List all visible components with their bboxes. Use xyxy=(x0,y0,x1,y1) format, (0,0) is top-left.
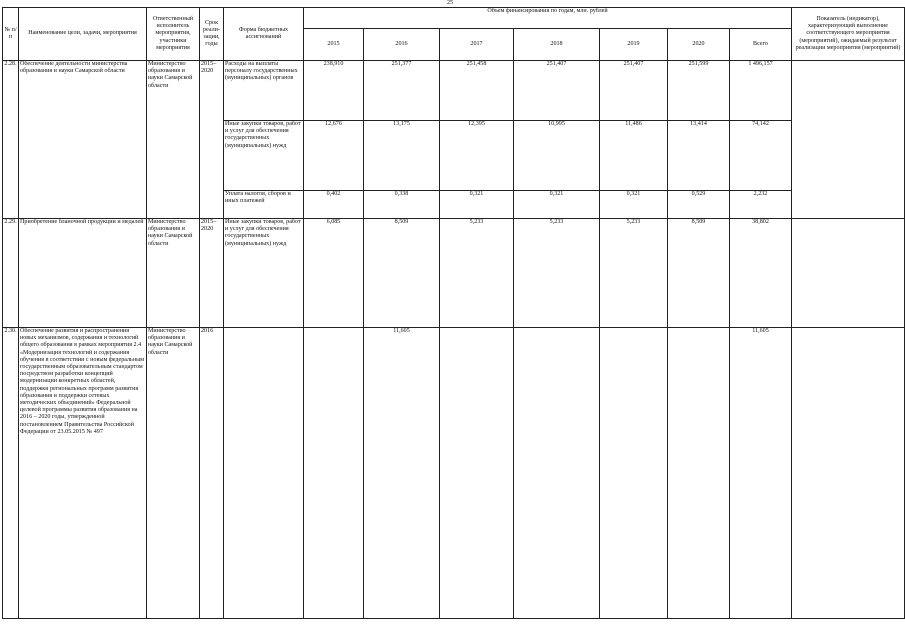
row-executor: Министерство образования и науки Самарской области xyxy=(147,328,200,619)
table-row xyxy=(3,219,905,328)
value-2018: 0,321 xyxy=(514,191,600,219)
value-2018: 5,233 xyxy=(514,219,600,328)
header-year: 2018 xyxy=(514,29,600,61)
row-form: Расходы на выплаты персоналу государственных (муниципальных) органов xyxy=(224,61,304,121)
header-financing: Объем финансирования по годам, млн. рублей xyxy=(304,8,792,29)
value-total: 11,605 xyxy=(730,328,792,619)
header-term: Срок реали-зации, годы xyxy=(200,8,224,61)
value-2015 xyxy=(304,328,364,619)
row-name: Приобретение бланочной продукции и медалей xyxy=(19,219,147,328)
value-total: 1 496,157 xyxy=(730,61,792,121)
row-form: Уплата налогов, сборов и иных платежей xyxy=(224,191,304,219)
value-2018: 251,407 xyxy=(514,61,600,121)
value-2017 xyxy=(440,328,514,619)
value-2016: 251,377 xyxy=(364,61,440,121)
header-form: Форма бюджетных ассигнований xyxy=(224,8,304,61)
row-form: Иные закупки товаров, работ и услуг для обеспечения государственных (муниципальных) нужд xyxy=(224,219,304,328)
value-2018 xyxy=(514,328,600,619)
value-2016: 13,175 xyxy=(364,121,440,191)
value-2020: 251,599 xyxy=(668,61,730,121)
row-form xyxy=(224,328,304,619)
value-2015: 6,085 xyxy=(304,219,364,328)
row-num: 2.29. xyxy=(3,219,19,328)
row-name: Обеспечение развития и распространения новых механизмов, содержания и технологий общего образования в рамках мероприятия 2.4 «Модернизация технологий и содержания обучения в соответствии с новым федеральным государственным образовательным стандартом посредством разработки концепций модернизации конкретных областей, поддержки региональных программ развития образования и поддержки сетевых методических объединений» Федеральной целевой программы развития образования на 2016 – 2020 годы, утвержденной постановлением Правительства Российской Федерации от 23.05.2015 № 497 xyxy=(19,328,147,619)
row-indicator xyxy=(792,328,905,619)
value-2015: 238,910 xyxy=(304,61,364,121)
value-2015: 12,676 xyxy=(304,121,364,191)
value-2020 xyxy=(668,328,730,619)
header-total: Всего xyxy=(730,29,792,61)
header-num: № п/п xyxy=(3,8,19,61)
header-year: 2016 xyxy=(364,29,440,61)
value-total: 38,802 xyxy=(730,219,792,328)
value-total: 74,142 xyxy=(730,121,792,191)
row-num: 2.28. xyxy=(3,61,19,219)
value-2019: 11,486 xyxy=(600,121,668,191)
row-term: 2015– 2020 xyxy=(200,219,224,328)
header-year: 2020 xyxy=(668,29,730,61)
header-row xyxy=(3,8,905,29)
value-2016: 0,338 xyxy=(364,191,440,219)
value-2017: 12,395 xyxy=(440,121,514,191)
value-2017: 5,233 xyxy=(440,219,514,328)
value-2017: 251,458 xyxy=(440,61,514,121)
value-2016: 8,509 xyxy=(364,219,440,328)
value-2019: 251,407 xyxy=(600,61,668,121)
value-2017: 0,321 xyxy=(440,191,514,219)
value-2020: 13,414 xyxy=(668,121,730,191)
value-2015: 0,402 xyxy=(304,191,364,219)
table-row xyxy=(3,61,905,121)
value-2019 xyxy=(600,328,668,619)
header-name: Наименование цели, задачи, мероприятия xyxy=(19,8,147,61)
row-form: Иные закупки товаров, работ и услуг для обеспечения государственных (муниципальных) нужд xyxy=(224,121,304,191)
row-name: Обеспечение деятельности министерства образования и науки Самарской области xyxy=(19,61,147,219)
header-year: 2015 xyxy=(304,29,364,61)
page-number: 25 xyxy=(447,0,453,6)
row-indicator xyxy=(792,219,905,328)
header-year: 2017 xyxy=(440,29,514,61)
header-indicator: Показатель (индикатор), характеризующий выполнение соответствующего мероприятия (мероприятий), ожидаемый результат реализации мероприятия (мероприятий) xyxy=(792,8,905,61)
value-2019: 0,321 xyxy=(600,191,668,219)
value-2020: 0,529 xyxy=(668,191,730,219)
row-num: 2.30. xyxy=(3,328,19,619)
row-executor: Министерство образования и науки Самарской области xyxy=(147,219,200,328)
row-term: 2016 xyxy=(200,328,224,619)
row-indicator xyxy=(792,61,905,219)
header-executor: Ответственный исполнитель мероприятия, участники мероприятия xyxy=(147,8,200,61)
value-2020: 8,509 xyxy=(668,219,730,328)
table-row xyxy=(3,328,905,619)
value-2018: 10,995 xyxy=(514,121,600,191)
header-year: 2019 xyxy=(600,29,668,61)
value-total: 2,232 xyxy=(730,191,792,219)
row-executor: Министерство образования и науки Самарской области xyxy=(147,61,200,219)
value-2019: 5,233 xyxy=(600,219,668,328)
financing-table xyxy=(2,7,905,619)
row-term: 2015– 2020 xyxy=(200,61,224,219)
value-2016: 11,605 xyxy=(364,328,440,619)
